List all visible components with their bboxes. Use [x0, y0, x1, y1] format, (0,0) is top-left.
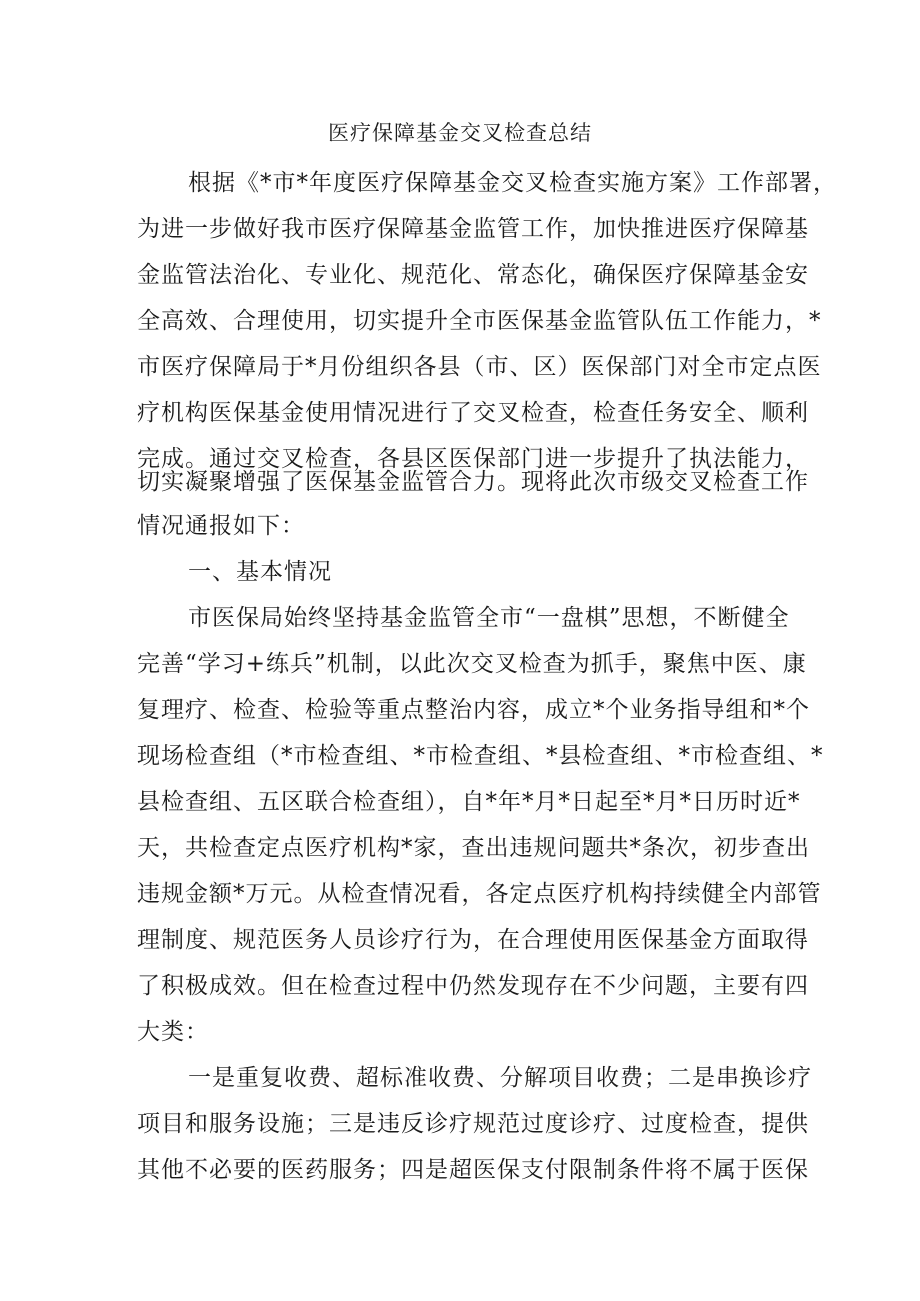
paragraph-line: 违规金额*万元。从检查情况看，各定点医疗机构持续健全内部管	[137, 881, 822, 907]
paragraph-line: 一是重复收费、超标准收费、分解项目收费；二是串换诊疗	[188, 1065, 812, 1091]
paragraph-line: 切实凝聚增强了医保基金监管合力。现将此次市级交叉检查工作	[137, 469, 809, 495]
paragraph-line: 大类：	[137, 1019, 209, 1045]
paragraph-line: 天，共检查定点医疗机构*家，查出违规问题共*条次，初步查出	[137, 835, 810, 861]
paragraph-line: 理制度、规范医务人员诊疗行为，在合理使用医保基金方面取得	[137, 927, 809, 953]
section-heading: 一、基本情况	[188, 559, 332, 585]
paragraph-line: 现场检查组（*市检查组、*市检查组、*县检查组、*市检查组、*	[137, 743, 824, 769]
paragraph-line: 县检查组、五区联合检查组），自*年*月*日起至*月*日历时近*	[137, 789, 801, 815]
paragraph-line: 完成。通过交叉检查，各县区医保部门进一步提升了执法能力，	[137, 446, 809, 472]
paragraph-line: 根据《*市*年度医疗保障基金交叉检查实施方案》工作部署，	[188, 170, 837, 196]
paragraph-line: 疗机构医保基金使用情况进行了交叉检查，检查任务安全、顺利	[137, 400, 809, 426]
paragraph-line: 了积极成效。但在检查过程中仍然发现存在不少问题，主要有四	[137, 973, 809, 999]
paragraph-line: 复理疗、检查、检验等重点整治内容，成立*个业务指导组和*个	[137, 697, 810, 723]
paragraph-line: 金监管法治化、专业化、规范化、常态化，确保医疗保障基金安	[137, 262, 809, 288]
paragraph-line: 全高效、合理使用，切实提升全市医保基金监管队伍工作能力，*	[137, 308, 822, 334]
paragraph-line: 情况通报如下：	[137, 513, 305, 539]
document-title: 医疗保障基金交叉检查总结	[328, 121, 592, 145]
paragraph-line: 市医疗保障局于*月份组织各县（市、区）医保部门对全市定点医	[137, 354, 822, 380]
paragraph-line: 其他不必要的医药服务；四是超医保支付限制条件将不属于医保	[137, 1157, 809, 1183]
paragraph-line: 市医保局始终坚持基金监管全市“一盘棋”思想，不断健全	[188, 605, 790, 631]
paragraph-line: 完善“学习+练兵”机制，以此次交叉检查为抓手，聚焦中医、康	[137, 651, 807, 677]
paragraph-line: 为进一步做好我市医疗保障基金监管工作，加快推进医疗保障基	[137, 216, 809, 242]
paragraph-line: 项目和服务设施；三是违反诊疗规范过度诊疗、过度检查，提供	[137, 1111, 809, 1137]
